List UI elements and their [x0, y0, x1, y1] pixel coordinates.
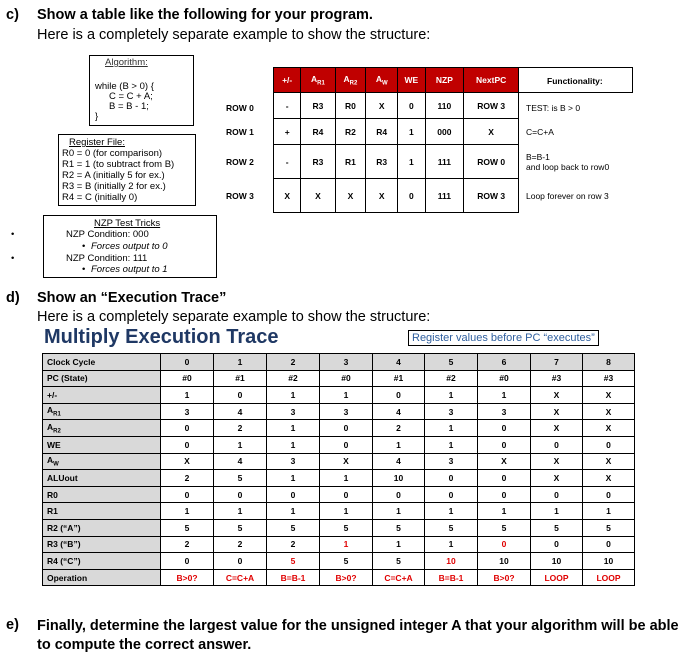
control-cell: R3: [301, 93, 335, 119]
algorithm-title: Algorithm:: [105, 57, 148, 68]
trace-cell: #3: [531, 370, 583, 387]
control-row: [274, 119, 519, 145]
trace-cell: 1: [214, 436, 267, 453]
control-cell: -: [274, 93, 301, 119]
trace-row: [43, 387, 635, 404]
register-line: R1 = 1 (to subtract from B): [62, 159, 175, 170]
row-label: ROW 0: [226, 103, 254, 113]
register-file-title: Register File:: [69, 137, 125, 148]
trace-cell: 1: [478, 503, 531, 520]
trace-cell: 0: [425, 486, 478, 503]
trace-cell: 1: [531, 503, 583, 520]
trace-cell: X: [320, 453, 373, 470]
trace-cell: 0: [373, 486, 425, 503]
control-cell: X: [301, 179, 335, 213]
subscript-label: R2: [53, 428, 61, 435]
control-cell: -: [274, 145, 301, 179]
trace-row: [43, 486, 635, 503]
section-e-text: Finally, determine the largest value for the unsigned integer A that your algorithm will be able to compute the correct answer.: [37, 618, 679, 653]
trace-cell: X: [478, 453, 531, 470]
row-label: ROW 2: [226, 157, 254, 167]
trace-cell: 5: [214, 470, 267, 487]
control-table: [273, 67, 519, 213]
trace-cell: 1: [373, 503, 425, 520]
trace-cell: 0: [214, 553, 267, 570]
trace-cell: 1: [267, 503, 320, 520]
trace-cell: 6: [478, 354, 531, 371]
trace-row-label: ALUout: [43, 470, 161, 487]
trace-cell: X: [531, 453, 583, 470]
header-cell: NZP: [425, 68, 464, 93]
trace-header-row: [43, 354, 635, 371]
trace-cell: X: [531, 470, 583, 487]
trace-cell: 0: [478, 536, 531, 553]
trace-row: [43, 553, 635, 570]
control-cell: R4: [301, 119, 335, 145]
trace-cell: 5: [373, 519, 425, 536]
trace-cell: X: [531, 403, 583, 420]
subscript-label: R1: [53, 411, 61, 418]
trace-row: [43, 420, 635, 437]
control-cell: X: [464, 119, 519, 145]
section-c-letter: c): [6, 7, 19, 23]
control-cell: 0: [398, 93, 425, 119]
control-cell: 1: [398, 145, 425, 179]
trace-cell: 3: [267, 453, 320, 470]
trace-cell: 1: [320, 503, 373, 520]
trace-cell: 4: [373, 354, 425, 371]
trace-row: [43, 569, 635, 586]
trace-cell: 5: [425, 354, 478, 371]
trace-cell: 7: [531, 354, 583, 371]
trace-cell: 0: [373, 387, 425, 404]
trace-cell: 5: [161, 519, 214, 536]
trace-row-label: R1: [43, 503, 161, 520]
trace-cell: 0: [583, 536, 635, 553]
trace-cell: 5: [373, 553, 425, 570]
trace-cell: B=B-1: [267, 569, 320, 586]
trace-cell: 10: [425, 553, 478, 570]
trace-cell: 2: [161, 470, 214, 487]
algorithm-line: C = C + A;: [109, 91, 153, 102]
control-cell: 111: [425, 179, 464, 213]
trace-cell: C=C+A: [373, 569, 425, 586]
trace-cell: #0: [161, 370, 214, 387]
trace-cell: 5: [478, 519, 531, 536]
trace-cell: 0: [267, 486, 320, 503]
control-cell: X: [366, 179, 398, 213]
section-c-subtitle: Here is a completely separate example to show the structure:: [37, 27, 431, 43]
trace-cell: 10: [583, 553, 635, 570]
trace-cell: 5: [214, 519, 267, 536]
trace-cell: 3: [267, 403, 320, 420]
trace-cell: 1: [373, 536, 425, 553]
trace-cell: #2: [267, 370, 320, 387]
trace-row-label: R0: [43, 486, 161, 503]
trace-cell: X: [531, 420, 583, 437]
register-file-box: [58, 134, 196, 206]
row-label: ROW 3: [226, 191, 254, 201]
trace-row: [43, 503, 635, 520]
header-cell-ar1: $A_{R1}$: [301, 68, 335, 93]
control-cell: X: [274, 179, 301, 213]
bullet-icon: •: [82, 264, 86, 275]
control-cell: +: [274, 119, 301, 145]
control-header-row: [274, 68, 519, 93]
control-row: [274, 93, 519, 119]
trace-cell: 1: [320, 387, 373, 404]
trace-cell: 1: [583, 503, 635, 520]
bullet-icon: •: [11, 253, 15, 264]
trace-cell: 0: [320, 436, 373, 453]
trace-cell: 1: [267, 470, 320, 487]
trace-cell: 0: [214, 387, 267, 404]
trace-cell: B>0?: [161, 569, 214, 586]
trace-cell: 1: [267, 436, 320, 453]
trace-cell: 2: [214, 536, 267, 553]
control-cell: X: [366, 93, 398, 119]
trace-row-label: Operation: [43, 569, 161, 586]
trace-cell: 1: [320, 536, 373, 553]
trace-cell: 5: [425, 519, 478, 536]
trace-row-label: Clock Cycle: [43, 354, 161, 371]
control-cell: 111: [425, 145, 464, 179]
trace-cell: 0: [583, 486, 635, 503]
trace-cell: 10: [531, 553, 583, 570]
row-label: ROW 1: [226, 127, 254, 137]
trace-cell: 4: [373, 453, 425, 470]
bullet-icon: •: [82, 241, 86, 252]
trace-cell: 4: [214, 453, 267, 470]
trace-cell: 1: [214, 354, 267, 371]
nzp-item: Forces output to 0: [91, 241, 168, 252]
trace-row: [43, 403, 635, 420]
header-cell: NextPC: [464, 68, 519, 93]
trace-cell: LOOP: [583, 569, 635, 586]
trace-cell: B>0?: [320, 569, 373, 586]
control-cell: R1: [335, 145, 366, 179]
trace-cell: 0: [320, 486, 373, 503]
trace-cell: 0: [320, 420, 373, 437]
control-cell: 110: [425, 93, 464, 119]
nzp-title: NZP Test Tricks: [94, 218, 161, 229]
trace-cell: 1: [320, 470, 373, 487]
trace-title: Multiply Execution Trace: [44, 326, 279, 348]
trace-cell: 0: [214, 486, 267, 503]
algorithm-line: B = B - 1;: [109, 101, 149, 112]
trace-cell: 2: [373, 420, 425, 437]
trace-cell: 5: [320, 553, 373, 570]
trace-cell: 0: [583, 436, 635, 453]
trace-cell: 0: [531, 486, 583, 503]
trace-row: [43, 453, 635, 470]
trace-cell: #1: [373, 370, 425, 387]
trace-row: [43, 470, 635, 487]
trace-cell: 3: [320, 354, 373, 371]
control-cell: 000: [425, 119, 464, 145]
header-cell: WE: [398, 68, 425, 93]
register-line: R0 = 0 (for comparison): [62, 148, 163, 159]
trace-cell: X: [531, 387, 583, 404]
register-line: R2 = A (initially 5 for ex.): [62, 170, 165, 181]
trace-row-label: R3 (“B”): [43, 536, 161, 553]
trace-cell: 1: [161, 387, 214, 404]
trace-cell: 0: [161, 553, 214, 570]
trace-cell: 4: [373, 403, 425, 420]
trace-cell: 1: [425, 387, 478, 404]
trace-cell: 4: [214, 403, 267, 420]
trace-cell: 0: [531, 436, 583, 453]
trace-cell: 1: [214, 503, 267, 520]
trace-row-label: WE: [43, 436, 161, 453]
trace-cell: 5: [531, 519, 583, 536]
trace-cell: 0: [478, 470, 531, 487]
trace-row-label: $A_W$: [43, 453, 161, 470]
trace-cell: 0: [425, 470, 478, 487]
trace-cell: 10: [373, 470, 425, 487]
trace-cell: 2: [214, 420, 267, 437]
trace-row-label: PC (State): [43, 370, 161, 387]
trace-cell: 1: [161, 503, 214, 520]
trace-row-label: $A_{R2}$: [43, 420, 161, 437]
control-cell: X: [335, 179, 366, 213]
trace-cell: 1: [267, 387, 320, 404]
trace-cell: 0: [478, 486, 531, 503]
control-cell: R3: [301, 145, 335, 179]
trace-cell: LOOP: [531, 569, 583, 586]
trace-cell: 0: [478, 420, 531, 437]
trace-cell: 2: [161, 536, 214, 553]
control-cell: R2: [335, 119, 366, 145]
functionality-text: C=C+A: [526, 127, 554, 137]
trace-cell: 0: [531, 536, 583, 553]
trace-cell: 0: [161, 354, 214, 371]
trace-cell: 1: [373, 436, 425, 453]
functionality-text: B=B-1 and loop back to row0: [526, 152, 610, 172]
section-c-title: Show a table like the following for your program.: [37, 7, 373, 23]
trace-cell: 1: [425, 536, 478, 553]
trace-cell: 5: [267, 553, 320, 570]
trace-cell: 5: [320, 519, 373, 536]
trace-cell: 5: [267, 519, 320, 536]
control-cell: R3: [366, 145, 398, 179]
trace-row: [43, 536, 635, 553]
trace-cell: 3: [478, 403, 531, 420]
trace-row-label: R4 (“C”): [43, 553, 161, 570]
control-cell: ROW 3: [464, 179, 519, 213]
algorithm-line: }: [95, 111, 99, 122]
trace-cell: 1: [425, 420, 478, 437]
algorithm-box: [89, 55, 194, 126]
header-cell: +/-: [274, 68, 301, 93]
trace-row-label: $A_{R1}$: [43, 403, 161, 420]
trace-cell: 8: [583, 354, 635, 371]
trace-cell: X: [583, 470, 635, 487]
section-d-subtitle: Here is a completely separate example to show the structure:: [37, 309, 431, 325]
trace-cell: 3: [320, 403, 373, 420]
nzp-item: NZP Condition: 111: [66, 253, 148, 264]
section-e-letter: e): [6, 617, 19, 633]
section-d-title: Show an “Execution Trace”: [37, 290, 227, 306]
control-cell: ROW 3: [464, 93, 519, 119]
trace-cell: #1: [214, 370, 267, 387]
control-cell: 0: [398, 179, 425, 213]
header-cell-aw: $A_W$: [366, 68, 398, 93]
trace-cell: 1: [425, 503, 478, 520]
subscript-label: W: [53, 461, 59, 468]
trace-cell: 10: [478, 553, 531, 570]
trace-cell: #0: [320, 370, 373, 387]
functionality-header-label: Functionality:: [547, 76, 603, 86]
trace-cell: 0: [478, 436, 531, 453]
trace-row-label: R2 (“A”): [43, 519, 161, 536]
control-row: [274, 179, 519, 213]
functionality-text: TEST: is B > 0: [526, 103, 581, 113]
trace-row: [43, 519, 635, 536]
control-cell: ROW 0: [464, 145, 519, 179]
trace-cell: 3: [425, 403, 478, 420]
algorithm-line: while (B > 0) {: [95, 81, 154, 92]
functionality-text: Loop forever on row 3: [526, 191, 609, 201]
control-row: [274, 145, 519, 179]
control-cell: R0: [335, 93, 366, 119]
trace-cell: 2: [267, 354, 320, 371]
nzp-item: NZP Condition: 000: [66, 229, 149, 240]
trace-cell: 1: [267, 420, 320, 437]
trace-cell: 3: [425, 453, 478, 470]
section-d-letter: d): [6, 290, 20, 306]
trace-cell: C=C+A: [214, 569, 267, 586]
register-line: R3 = B (initially 2 for ex.): [62, 181, 166, 192]
trace-cell: 3: [161, 403, 214, 420]
trace-cell: #2: [425, 370, 478, 387]
trace-cell: B=B-1: [425, 569, 478, 586]
trace-cell: X: [161, 453, 214, 470]
register-line: R4 = C (initially 0): [62, 192, 138, 203]
trace-cell: X: [583, 387, 635, 404]
nzp-tricks-box: [11, 215, 217, 278]
trace-note: Register values before PC “executes”: [408, 330, 599, 346]
trace-cell: 0: [161, 486, 214, 503]
trace-cell: X: [583, 453, 635, 470]
trace-row: [43, 370, 635, 387]
trace-row-label: +/-: [43, 387, 161, 404]
header-cell-ar2: $A_{R2}$: [335, 68, 366, 93]
control-cell: 1: [398, 119, 425, 145]
trace-cell: 1: [425, 436, 478, 453]
execution-trace-table: [42, 353, 635, 586]
trace-cell: X: [583, 403, 635, 420]
trace-cell: X: [583, 420, 635, 437]
trace-cell: 5: [583, 519, 635, 536]
trace-cell: 1: [478, 387, 531, 404]
trace-row: [43, 436, 635, 453]
functionality-header: [519, 67, 633, 93]
control-cell: R4: [366, 119, 398, 145]
trace-cell: #0: [478, 370, 531, 387]
trace-cell: 2: [267, 536, 320, 553]
trace-cell: 0: [161, 420, 214, 437]
trace-cell: 0: [161, 436, 214, 453]
nzp-item: Forces output to 1: [91, 264, 168, 275]
trace-cell: #3: [583, 370, 635, 387]
trace-cell: B>0?: [478, 569, 531, 586]
bullet-icon: •: [11, 229, 15, 240]
